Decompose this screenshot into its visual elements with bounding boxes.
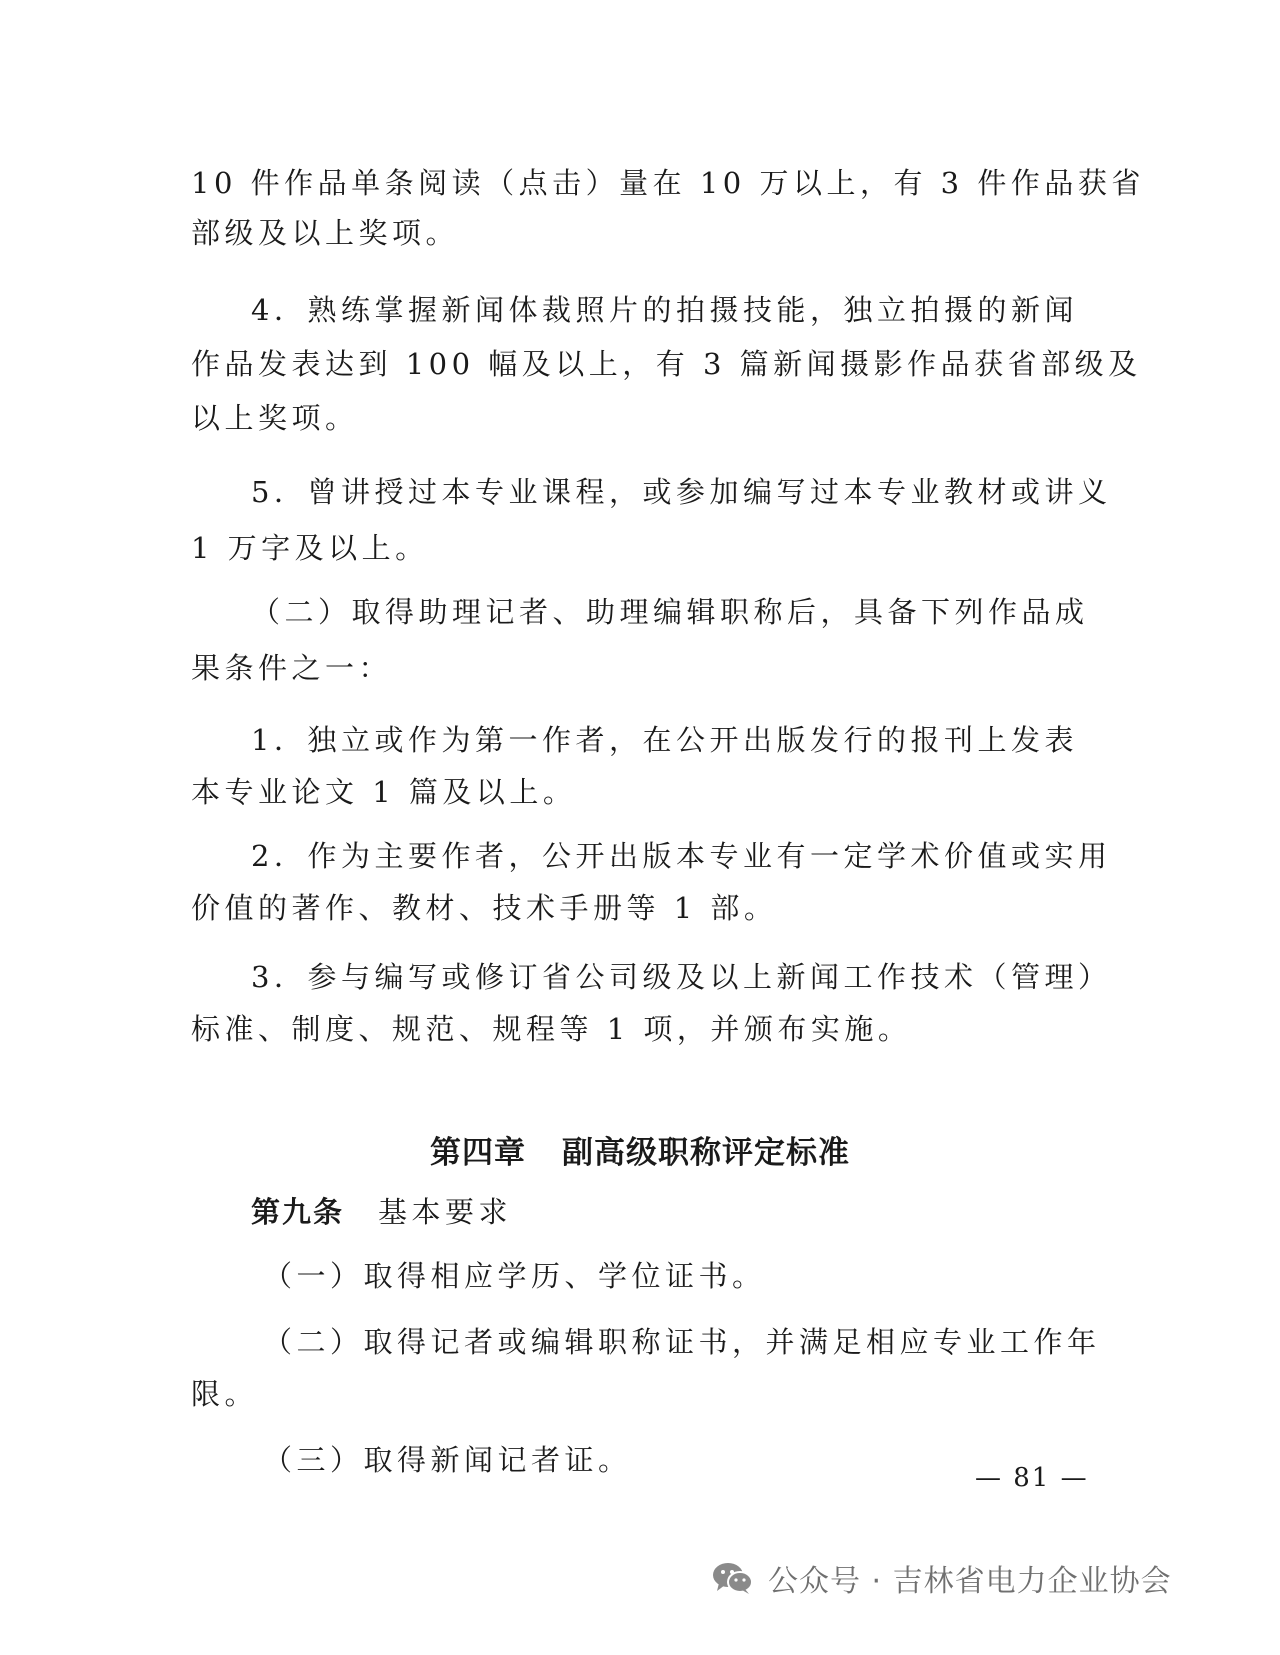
chapter-heading <box>0 1133 1280 1173</box>
paragraph-line: 2．作为主要作者，公开出版本专业有一定学术价值或实用 <box>251 839 1112 873</box>
paragraph-line: 作品发表达到 100 幅及以上，有 3 篇新闻摄影作品获省部级及 <box>191 347 1142 381</box>
paragraph-line: 5．曾讲授过本专业课程，或参加编写过本专业教材或讲义 <box>251 475 1112 509</box>
wechat-watermark <box>712 1553 1172 1603</box>
requirement-line: （一）取得相应学历、学位证书。 <box>263 1259 766 1293</box>
chapter-number: 第四章 <box>430 1135 526 1171</box>
paragraph-line: 4．熟练掌握新闻体裁照片的拍摄技能，独立拍摄的新闻 <box>251 293 1078 327</box>
chapter-title: 副高级职称评定标准 <box>562 1135 850 1171</box>
article-label: 第九条 <box>251 1195 345 1229</box>
requirement-line: 限。 <box>191 1377 259 1411</box>
article-title: 基本要求 <box>378 1195 513 1229</box>
paragraph-line: 1 万字及以上。 <box>191 531 429 565</box>
requirement-line: （三）取得新闻记者证。 <box>263 1443 632 1477</box>
paragraph-line: 果条件之一： <box>191 651 393 685</box>
requirement-line: （二）取得记者或编辑职称证书，并满足相应专业工作年 <box>263 1325 1101 1359</box>
page-number: — 81 — <box>975 1463 1089 1493</box>
paragraph-line: （二）取得助理记者、助理编辑职称后，具备下列作品成 <box>251 595 1089 629</box>
wechat-icon <box>712 1561 754 1595</box>
paragraph-line: 部级及以上奖项。 <box>191 216 460 250</box>
watermark-text: 公众号 · 吉林省电力企业协会 <box>768 1564 1172 1599</box>
paragraph-line: 价值的著作、教材、技术手册等 1 部。 <box>191 891 778 925</box>
paragraph-line: 1．独立或作为第一作者，在公开出版发行的报刊上发表 <box>251 723 1078 757</box>
paragraph-line: 10 件作品单条阅读（点击）量在 10 万以上，有 3 件作品获省 <box>191 166 1145 200</box>
article-heading <box>251 1192 1151 1232</box>
paragraph-line: 3．参与编写或修订省公司级及以上新闻工作技术（管理） <box>251 960 1112 994</box>
paragraph-line: 以上奖项。 <box>191 401 359 435</box>
paragraph-line: 本专业论文 1 篇及以上。 <box>191 775 577 809</box>
paragraph-line: 标准、制度、规范、规程等 1 项，并颁布实施。 <box>191 1012 912 1046</box>
